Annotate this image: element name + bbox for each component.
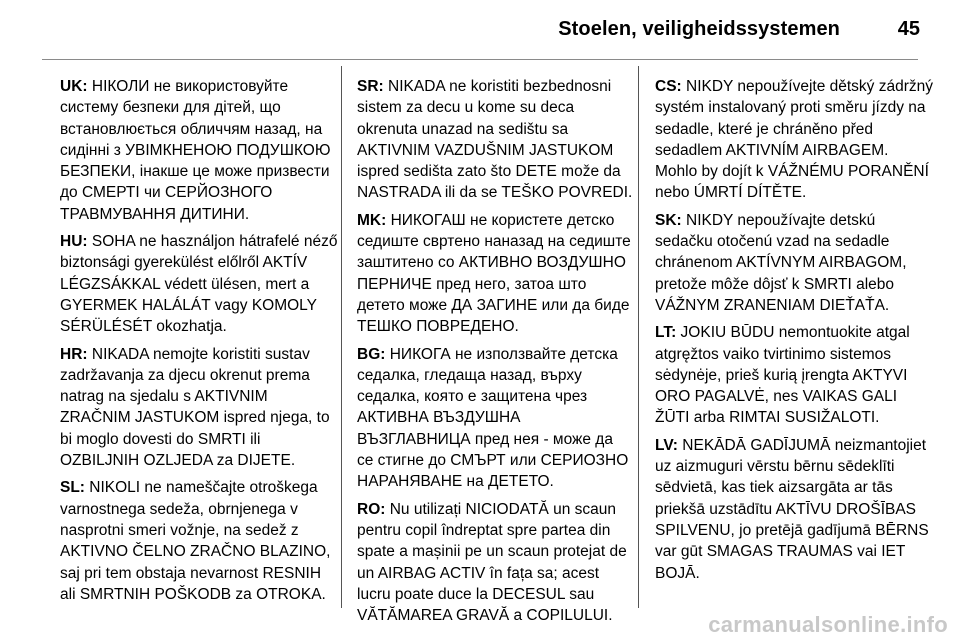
language-code: LV: (655, 436, 678, 454)
warning-paragraph-sk (655, 210, 933, 316)
warning-text: SOHA ne használjon hátrafelé néző biztonsági gyerekülést előlről AKTÍV LÉGZSÁKKAL védett ülésen, mert a GYERMEK HALÁLÁT vagy KOMOLY SÉRÜLÉSÉT okozhatja. (60, 233, 338, 336)
warning-paragraph-ro (357, 499, 633, 627)
warning-paragraph-hu (60, 231, 340, 337)
page-number: 45 (897, 18, 920, 40)
warning-paragraph-lv (655, 435, 933, 584)
warning-paragraph-bg (357, 344, 633, 493)
language-code: CS: (655, 78, 682, 95)
warning-text: НИКОГАШ не користете детско седиште свртено наназад на седиште заштитено со АКТИВНО ВОЗДУШНО ПЕРНИЧЕ пред него, затоа што детето може ДА ЗАГИНЕ или да биде ТЕШКО ПОВРЕДЕНО. (357, 211, 631, 336)
language-code: HU: (60, 233, 88, 251)
warning-text: NIKADA ne koristiti bezbednosni sistem za decu u kome su deca okrenuta unazad na sedištu sa AKTIVNIM VAZDUŠNIM JASTUKOM ispred sedišta zato što DETE može da NASTRADA ili da se TEŠKO POVREDI. (357, 78, 633, 202)
warning-paragraph-sl (60, 477, 340, 605)
language-code: MK: (357, 211, 387, 229)
site-watermark: carmanualsonline.info (708, 612, 948, 637)
language-code: RO: (357, 500, 386, 518)
language-code: SK: (655, 211, 682, 229)
warning-text: NIKADA nemojte koristiti sustav zadržavanja za djecu okrenut prema natrag na sjedalu s AKTIVNIM ZRAČNIM JASTUKOM ispred njega, to bi moglo dovesti do SMRTI ili OZBILJNIH OZLJEDA za DIJETE. (60, 345, 330, 470)
header-rule (42, 59, 918, 60)
warning-text: JOKIU BŪDU nemontuokite atgal atgręžtos vaiko tvirtinimo sistemos sėdynėje, prieš kurią įrengta AKTYVI ORO PAGALVĖ, nes VAIKAS GALI ŽŪTI arba RIMTAI SUSIŽALOTI. (655, 324, 910, 427)
warning-text: НИКОГА не използвайте детска седалка, гледаща назад, върху седалка, която е защитена чрез АКТИВНА ВЪЗДУШНА ВЪЗГЛАВНИЦА пред нея - може да се стигне до СМЪРТ или СЕРИОЗНО НАРАНЯВАНЕ на ДЕТЕТО. (357, 345, 629, 491)
warning-text: Nu utilizați NICIODATĂ un scaun pentru copil îndreptat spre partea din spate a mașinii pe un scaun protejat de un AIRBAG ACTIV în fața sa; acest lucru poate duce la DECESUL sau VĂTĂMAREA GRAVĂ a COPILULUI. (357, 500, 627, 625)
text-column-1 (60, 76, 340, 611)
warning-paragraph-uk (60, 76, 340, 225)
language-code: UK: (60, 78, 88, 95)
text-column-2 (357, 76, 633, 632)
page-header (0, 0, 960, 60)
warning-text: NIKOLI ne nameščajte otroškega varnostnega sedeža, obrnjenega v nasprotni smeri vožnje, na sedež z AKTIVNO ČELNO ZRAČNO BLAZINO, saj pri tem obstaja nevarnost RESNIH ali SMRTNIH POŠKODB za OTROKA. (60, 479, 331, 603)
column-divider (638, 66, 639, 608)
language-code: SL: (60, 479, 85, 497)
warning-text: NIKDY nepoužívajte detskú sedačku otočenú vzad na sedadle chránenom AKTÍVNYM AIRBAGOM, pretože môže dôjsť k SMRTI alebo VÁŽNYM ZRANENIAM DIEŤAŤA. (655, 211, 907, 314)
warning-paragraph-hr (60, 344, 340, 472)
warning-text: NEKĀDĀ GADĪJUMĀ neizmantojiet uz aizmuguri vērstu bērnu sēdeklīti sēdvietā, kas tiek aizsargāta ar tās priekšā uzstādītu AKTĪVU DROŠĪBAS SPILVENU, jo pretējā gadījumā BĒRNS var gūt SMAGAS TRAUMAS vai IET BOJĀ. (655, 436, 929, 582)
text-column-3 (655, 76, 933, 590)
language-code: BG: (357, 345, 386, 363)
warning-paragraph-cs (655, 76, 933, 204)
column-divider (341, 66, 342, 608)
warning-paragraph-lt (655, 322, 933, 428)
warning-text: NIKDY nepoužívejte dětský zádržný systém instalovaný proti směru jízdy na sedadle, které je chráněno před sedadlem AKTIVNÍM AIRBAGEM. Mohlo by dojít k VÁŽNÉMU PORANĚNÍ nebo ÚMRTÍ DÍTĚTE. (655, 78, 933, 202)
warning-paragraph-mk (357, 210, 633, 338)
language-code: SR: (357, 78, 384, 95)
warning-text: НІКОЛИ не використовуйте систему безпеки для дітей, що встановлюється обличчям назад, на сидінні з УВІМКНЕНОЮ ПОДУШКОЮ БЕЗПЕКИ, інакше це може призвести до СМЕРТІ чи СЕРЙОЗНОГО ТРАВМУВАННЯ ДИТИНИ. (60, 78, 331, 223)
language-code: HR: (60, 345, 88, 363)
language-code: LT: (655, 324, 677, 342)
warning-paragraph-sr (357, 76, 633, 204)
section-title: Stoelen, veiligheidssystemen (558, 18, 840, 40)
